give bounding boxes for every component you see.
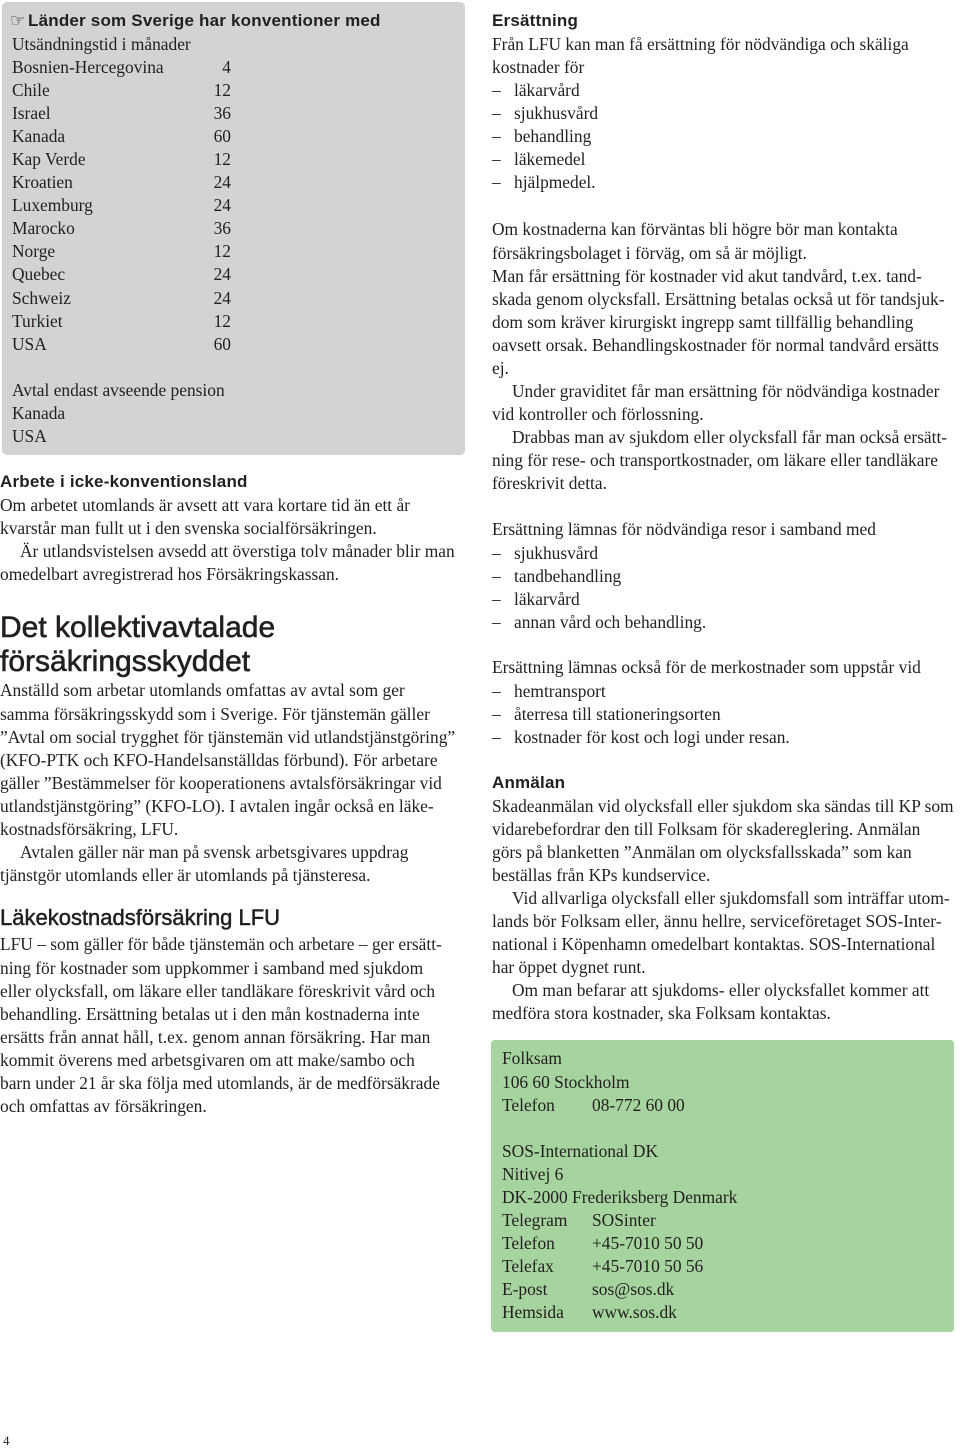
paragraph-line: national i Köpenhamn omedelbart kontaktas. SOS-International: [492, 934, 936, 955]
pension-country-list: [12, 402, 452, 448]
contact-city: DK-2000 Frederiksberg Denmark: [502, 1187, 738, 1207]
list-item: – återresa till stationeringsorten: [492, 703, 954, 726]
paragraph: [492, 218, 954, 264]
paragraph: [492, 518, 954, 541]
paragraph-line: barn under 21 år ska följa med utomlands, är de medförsäkrade: [0, 1073, 440, 1093]
paragraph-line: Avtalen gäller när man på svensk arbetsgivares uppdrag: [20, 842, 409, 863]
paragraph: [492, 33, 954, 79]
country-row: [12, 240, 231, 263]
contact-name: Folksam: [502, 1048, 562, 1069]
field-value: +45-7010 50 50: [592, 1233, 704, 1254]
secondment-months: 4: [222, 56, 231, 77]
country-row: [12, 287, 231, 310]
secondment-months: 24: [213, 195, 231, 216]
contact-field: [502, 1301, 942, 1324]
country-name: Bosnien-Hercegovina: [12, 56, 164, 77]
contact-address: 106 60 Stockholm: [502, 1071, 630, 1092]
country-name: USA: [12, 333, 47, 354]
country-name: Israel: [12, 102, 51, 123]
country-box-heading: [12, 9, 452, 32]
contact-name: SOS-International DK: [502, 1140, 659, 1161]
list-item: – annan vård och behandling.: [492, 611, 954, 634]
country-row: [12, 102, 231, 125]
country-row: [12, 79, 231, 102]
country-row: [12, 217, 231, 240]
pension-heading: Avtal endast avseende pension: [12, 379, 225, 400]
spacer: [502, 1117, 942, 1140]
country-name: Kroatien: [12, 172, 73, 193]
list-item: – läkarvård: [492, 79, 954, 102]
country-row: [12, 148, 231, 171]
paragraph: [492, 979, 954, 1025]
secondment-months: 12: [213, 310, 231, 331]
paragraph-line: ”Avtal om social trygghet för tjänstemän vid utlandstjänstgöring”: [0, 726, 456, 747]
country-name: Luxemburg: [12, 195, 93, 216]
field-value: www.sos.dk: [592, 1302, 677, 1323]
paragraph-line: utlandstjänstgöring” (KFO-LO). I avtalen ingår också en läke-: [0, 795, 434, 816]
field-value: SOSinter: [592, 1210, 656, 1231]
paragraph-line: vid kontroller och förlossning.: [492, 404, 704, 425]
paragraph: [0, 494, 468, 540]
pension-country: USA: [12, 426, 47, 447]
paragraph-line: ning för kostnader som uppkommer i samband med sjukdom: [0, 957, 424, 978]
paragraph: [492, 265, 954, 380]
secondment-months: 24: [213, 287, 231, 308]
country-name: Quebec: [12, 264, 66, 285]
field-label: Telefon: [502, 1233, 555, 1254]
country-box-subheading: Utsändningstid i månader: [12, 33, 191, 54]
paragraph: [492, 656, 954, 679]
country-name: Schweiz: [12, 287, 71, 308]
paragraph-line: medföra stora kostnader, ska Folksam kontaktas.: [492, 1003, 831, 1024]
paragraph-line: Om arbetet utomlands är avsett att vara kortare tid än ett år: [0, 494, 410, 515]
paragraph-line: Från LFU kan man få ersättning för nödvändiga och skäliga: [492, 33, 909, 54]
country-row: [12, 310, 231, 333]
paragraph-line: gäller ”Bestämmelser för kooperationens avtalsförsäkringar vid: [0, 772, 442, 793]
page-number: 4: [3, 1433, 10, 1448]
country-name: Kanada: [12, 125, 66, 146]
secondment-months: 36: [213, 102, 231, 123]
secondment-months: 24: [213, 264, 231, 285]
country-name: Kap Verde: [12, 149, 86, 169]
paragraph-line: dom som kräver kirurgiskt ingrepp samt tillfällig behandling: [492, 311, 914, 332]
paragraph-line: omedelbart avregistrerad hos Försäkringskassan.: [0, 563, 340, 584]
paragraph-line: Man får ersättning för kostnader vid akut tandvård, t.ex. tand-: [492, 265, 922, 286]
heading-line: Det kollektivavtalade: [0, 611, 276, 644]
dash-list: [492, 542, 954, 634]
paragraph-line: Om man befarar att sjukdoms- eller olycksfallet kommer att: [512, 980, 930, 1001]
contact-field: [502, 1209, 942, 1232]
list-item: – tandbehandling: [492, 565, 954, 588]
list-item: – läkarvård: [492, 588, 954, 611]
paragraph: [492, 426, 954, 495]
paragraph-line: tjänstgör utomlands eller är utomlands på tjänsteresa.: [0, 865, 371, 886]
section-heading: Anmälan: [492, 773, 566, 793]
country-row: [12, 194, 231, 217]
paragraph: [0, 841, 468, 887]
paragraph-line: beställas från KPs kundservice.: [492, 864, 711, 885]
contact-fields: [502, 1094, 942, 1117]
paragraph-line: försäkringsbolaget i förväg, om så är möjligt.: [492, 242, 807, 263]
country-table: [12, 56, 452, 356]
collective-heading: [0, 611, 275, 679]
paragraph-line: kostnader för: [492, 56, 585, 77]
paragraph-line: skada genom olycksfall. Ersättning betalas också ut för tandsjuk-: [492, 288, 945, 309]
dash-list: [492, 680, 954, 749]
secondment-months: 60: [213, 333, 231, 354]
country-name: Norge: [12, 241, 56, 262]
field-value: sos@sos.dk: [592, 1279, 675, 1300]
paragraph-line: har öppet dygnet runt.: [492, 957, 646, 978]
paragraph-line: ej.: [492, 358, 509, 378]
paragraph-line: och omfattas av försäkringen.: [0, 1096, 207, 1117]
paragraph-line: kvarstår man fullt ut i den svenska socialförsäkringen.: [0, 517, 377, 538]
reimbursement-section: [492, 9, 954, 194]
list-item: – sjukhusvård: [492, 102, 954, 125]
non-convention-section: [0, 470, 468, 585]
dash-list: [492, 79, 954, 194]
heading-line: försäkringsskyddet: [0, 645, 251, 678]
secondment-months: 60: [213, 125, 231, 146]
paragraph-line: ning för rese- och transportkostnader, om läkare eller tandläkare: [492, 450, 938, 471]
paragraph-line: Ersättning lämnas för nödvändiga resor i samband med: [492, 519, 876, 540]
paragraph-line: Skadeanmälan vid olycksfall eller sjukdom ska sändas till KP som: [492, 795, 954, 816]
paragraph-line: föreskrivit detta.: [492, 473, 607, 494]
section-heading: Ersättning: [492, 11, 579, 31]
paragraph-line: Under graviditet får man ersättning för nödvändiga kostnader: [512, 381, 940, 402]
country-row: [12, 56, 231, 79]
paragraph: [492, 887, 954, 979]
paragraph: [492, 380, 954, 426]
country-name: Turkiet: [12, 310, 63, 331]
secondment-months: 24: [213, 172, 231, 193]
paragraph-line: Vid allvarliga olycksfall eller sjukdomsfall som inträffar utom-: [512, 887, 950, 908]
paragraph-line: Ersättning lämnas också för de merkostnader som uppstår vid: [492, 657, 921, 678]
paragraph-line: ersätts från annat håll, t.ex. genom annan försäkring. Har man: [0, 1026, 431, 1047]
collective-section: [0, 679, 468, 887]
paragraph-line: görs på blanketten ”Anmälan om olycksfallsskada” som kan: [492, 841, 912, 862]
list-item: – kostnader för kost och logi under resan.: [492, 726, 954, 749]
paragraph-line: lands bör Folksam eller, ännu hellre, serviceföretaget SOS-Inter-: [492, 911, 942, 931]
list-item: – hemtransport: [492, 680, 954, 703]
pointing-hand-icon: [10, 10, 28, 33]
extra-costs-section: [492, 656, 954, 748]
travel-section: [492, 518, 954, 633]
contact-field: [502, 1255, 942, 1278]
country-box-heading-text: Länder som Sverige har konventioner med: [28, 11, 381, 31]
paragraph: [0, 933, 468, 1118]
secondment-months: 12: [213, 241, 231, 262]
list-item: – hjälpmedel.: [492, 171, 954, 194]
paragraph-line: Anställd som arbetar utomlands omfattas av avtal som ger: [0, 680, 405, 701]
paragraph-line: vidarebefordrar den till Folksam för skadereglering. Anmälan: [492, 818, 921, 839]
country-box-content: [12, 9, 452, 448]
field-value: 08-772 60 00: [592, 1094, 685, 1115]
paragraph-line: oavsett orsak. Behandlingskostnader för normal tandvård ersätts: [492, 334, 939, 355]
field-value: +45-7010 50 56: [592, 1256, 704, 1277]
secondment-months: 36: [213, 218, 231, 239]
country-row: [12, 333, 231, 356]
paragraph-line: kommit överens med arbetsgivaren om att make/sambo och: [0, 1049, 415, 1070]
country-row: [12, 125, 231, 148]
list-item: – behandling: [492, 125, 954, 148]
country-name: Chile: [12, 79, 50, 100]
paragraph-line: kostnadsförsäkring, LFU.: [0, 819, 179, 839]
country-row: [12, 171, 231, 194]
field-label: Hemsida: [502, 1302, 564, 1323]
paragraph-line: Är utlandsvistelsen avsedd att överstiga tolv månader blir man: [20, 540, 455, 561]
contact-field: [502, 1278, 942, 1301]
paragraph-line: LFU – som gäller för både tjänstemän och arbetare – ger ersätt-: [0, 934, 442, 955]
section-heading: Arbete i icke-konventionsland: [0, 472, 248, 492]
paragraph: [0, 540, 468, 586]
secondment-months: 12: [213, 79, 231, 100]
contact-field: [502, 1232, 942, 1255]
paragraph-line: (KFO-PTK och KFO-Handelsanställdas förbund). För arbetare: [0, 749, 438, 770]
paragraph-line: Drabbas man av sjukdom eller olycksfall får man också ersätt-: [512, 427, 948, 448]
field-label: E-post: [502, 1279, 548, 1300]
contact-field: [502, 1094, 942, 1117]
pension-country: Kanada: [12, 403, 66, 424]
reimbursement-details: [492, 218, 954, 495]
country-name: Marocko: [12, 218, 75, 239]
list-item: – läkemedel: [492, 148, 954, 171]
spacer: [12, 356, 452, 379]
contact-fields: [502, 1209, 942, 1324]
field-label: Telegram: [502, 1210, 568, 1231]
secondment-months: 12: [213, 149, 231, 169]
lfu-section: [0, 933, 468, 1118]
country-row: [12, 263, 231, 286]
field-label: Telefax: [502, 1256, 554, 1277]
paragraph-line: eller olycksfall, om läkare eller tandläkare föreskrivit vård och: [0, 980, 436, 1001]
claims-section: [492, 771, 954, 1025]
field-label: Telefon: [502, 1094, 555, 1115]
list-item: – sjukhusvård: [492, 542, 954, 565]
contact-box-content: [502, 1047, 942, 1324]
contact-street: Nitivej 6: [502, 1163, 564, 1184]
paragraph: [492, 795, 954, 887]
paragraph-line: samma försäkringsskydd som i Sverige. För tjänstemän gäller: [0, 703, 430, 724]
paragraph-line: Om kostnaderna kan förväntas bli högre bör man kontakta: [492, 219, 898, 240]
paragraph-line: behandling. Ersättning betalas ut i den mån kostnaderna inte: [0, 1003, 420, 1024]
paragraph: [0, 679, 468, 841]
lfu-heading: Läkekostnadsförsäkring LFU: [0, 905, 281, 930]
